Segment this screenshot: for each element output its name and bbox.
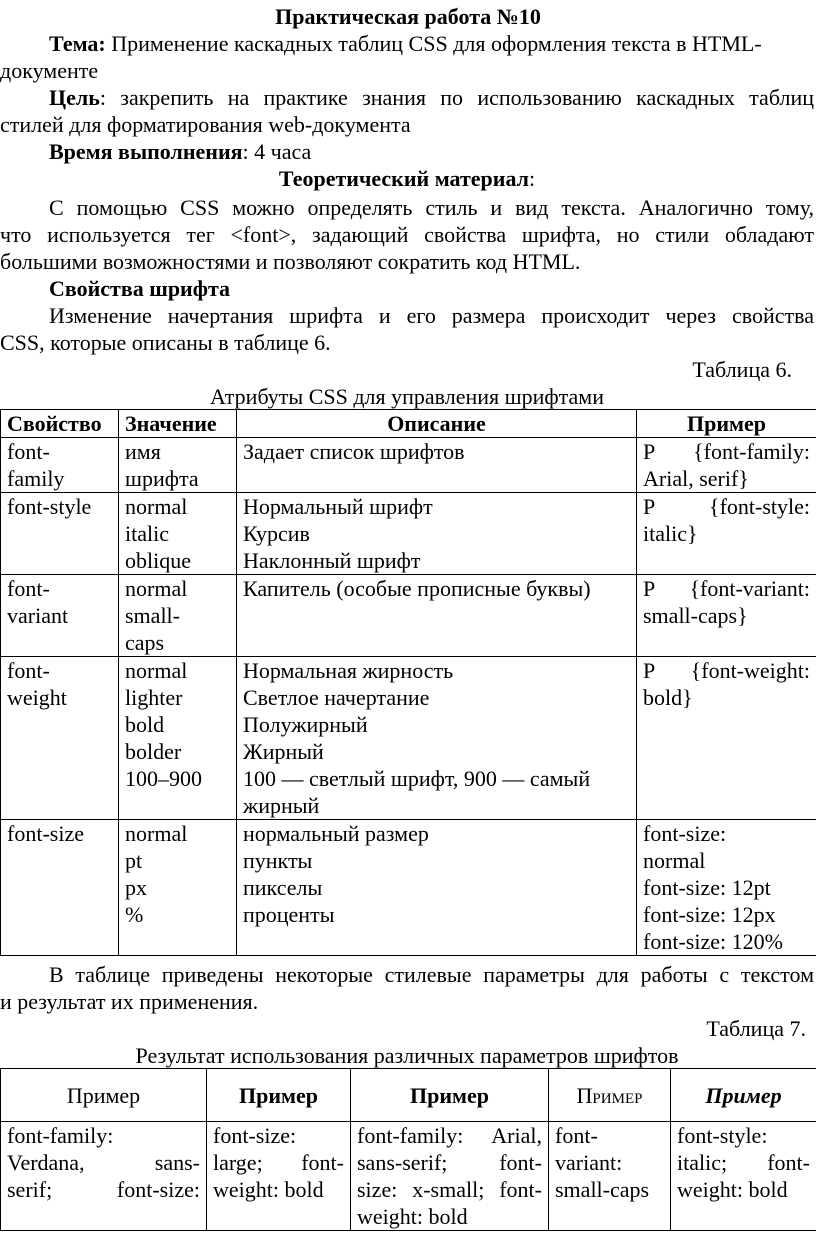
table-row [1, 820, 816, 956]
example-header-arial-bold: Пример [351, 1069, 549, 1122]
font-props-text [0, 302, 814, 356]
font-props-line-2: CSS, которые описаны в таблице 6. [0, 330, 331, 355]
property-cell: font-style [1, 493, 119, 575]
time-paragraph [0, 138, 814, 165]
example-cell: P {font-style: italic} [637, 493, 816, 575]
value-cell: normal lighter bold bolder 100–900 [119, 657, 237, 820]
table7-number: Таблица 7. [706, 1016, 806, 1041]
example-cell: P {font-weight: bold} [637, 657, 816, 820]
property-cell: font- family [1, 438, 119, 493]
goal-text-line-2: стилей для форматирования web-документа [0, 112, 411, 137]
topic-label: Тема: [49, 31, 106, 56]
table6-header-property: Свойство [1, 410, 119, 438]
font-attributes-table [0, 409, 816, 956]
description-cell: Задает список шрифтов [237, 438, 637, 493]
table6-caption: Атрибуты CSS для управления шрифтами [210, 384, 604, 409]
after-table6-line-2: и результат их применения. [0, 989, 259, 1014]
table6-number: Таблица 6. [692, 357, 792, 382]
table-row [1, 575, 816, 657]
table6-header-description: Описание [237, 410, 637, 438]
table6-header-row [1, 410, 816, 438]
goal-text-line-1: : закрепить на практике знания по использованию каскадных таблиц [99, 85, 814, 110]
goal-label: Цель [49, 85, 100, 110]
style-cell: font-size: large; font- weight: bold [207, 1122, 351, 1231]
property-cell: font- weight [1, 657, 119, 820]
table7-caption: Результат использования различных параметров шрифтов [135, 1043, 679, 1068]
table-row [1, 493, 816, 575]
intro-line-2: что используется тег <font>, задающий свойства шрифта, но стили обладают [0, 222, 814, 247]
table-row [1, 438, 816, 493]
description-cell: Нормальный шрифт Курсив Наклонный шрифт [237, 493, 637, 575]
style-cell: font-style: italic; font- weight: bold [671, 1122, 816, 1231]
after-table6-text [0, 961, 814, 1015]
style-cell: font-family: Arial, sans-serif; font- size: x-small; font- weight: bold [351, 1122, 549, 1231]
style-cell: font-family: Verdana, sans- serif; font-size: [1, 1122, 207, 1231]
font-results-table [0, 1068, 816, 1231]
table6-header-example: Пример [637, 410, 816, 438]
intro-line-1: С помощью CSS можно определять стиль и вид текста. Аналогично тому, [49, 195, 814, 220]
topic-text-line-1: Применение каскадных таблиц CSS для оформления текста в HTML- [111, 31, 762, 56]
style-cell: font- variant: small-caps [549, 1122, 671, 1231]
table-row [1, 657, 816, 820]
goal-paragraph [0, 84, 814, 111]
example-header-normal: Пример [1, 1069, 207, 1122]
page-title: Практическая работа №10 [275, 4, 541, 29]
theory-intro [0, 194, 814, 275]
property-cell: font-size [1, 820, 119, 956]
font-props-heading: Свойства шрифта [49, 276, 231, 301]
intro-line-3: большими возможностями и позволяют сократить код HTML. [0, 249, 581, 274]
example-cell: P {font-family: Arial, serif} [637, 438, 816, 493]
font-props-line-1: Изменение начертания шрифта и его размера происходит через свойства [49, 303, 814, 328]
topic-text-line-2: документе [0, 58, 99, 83]
theory-heading: Теоретический материал: [278, 166, 536, 191]
description-cell: Нормальная жирность Светлое начертание Полужирный Жирный 100 — светлый шрифт, 900 — самый жирный [237, 657, 637, 820]
time-label: Время выполнения [49, 139, 243, 164]
time-value: : 4 часа [242, 139, 312, 164]
example-header-large-bold: Пример [207, 1069, 351, 1122]
example-header-italic-bold: Пример [671, 1069, 816, 1122]
value-cell: имя шрифта [119, 438, 237, 493]
table-row [1, 1122, 816, 1231]
topic-paragraph [0, 30, 814, 57]
description-cell: нормальный размер пункты пикселы проценты [237, 820, 637, 956]
example-cell: font-size: normal font-size: 12pt font-size: 12px font-size: 120% [637, 820, 816, 956]
description-cell: Капитель (особые прописные буквы) [237, 575, 637, 657]
value-cell: normal pt px % [119, 820, 237, 956]
example-header-small-caps: Пример [549, 1069, 671, 1122]
after-table6-line-1: В таблице приведены некоторые стилевые параметры для работы с текстом [49, 962, 814, 987]
property-cell: font- variant [1, 575, 119, 657]
value-cell: normal italic oblique [119, 493, 237, 575]
example-cell: P {font-variant: small-caps} [637, 575, 816, 657]
table6-header-value: Значение [119, 410, 237, 438]
value-cell: normal small- caps [119, 575, 237, 657]
table7-header-row [1, 1069, 816, 1122]
